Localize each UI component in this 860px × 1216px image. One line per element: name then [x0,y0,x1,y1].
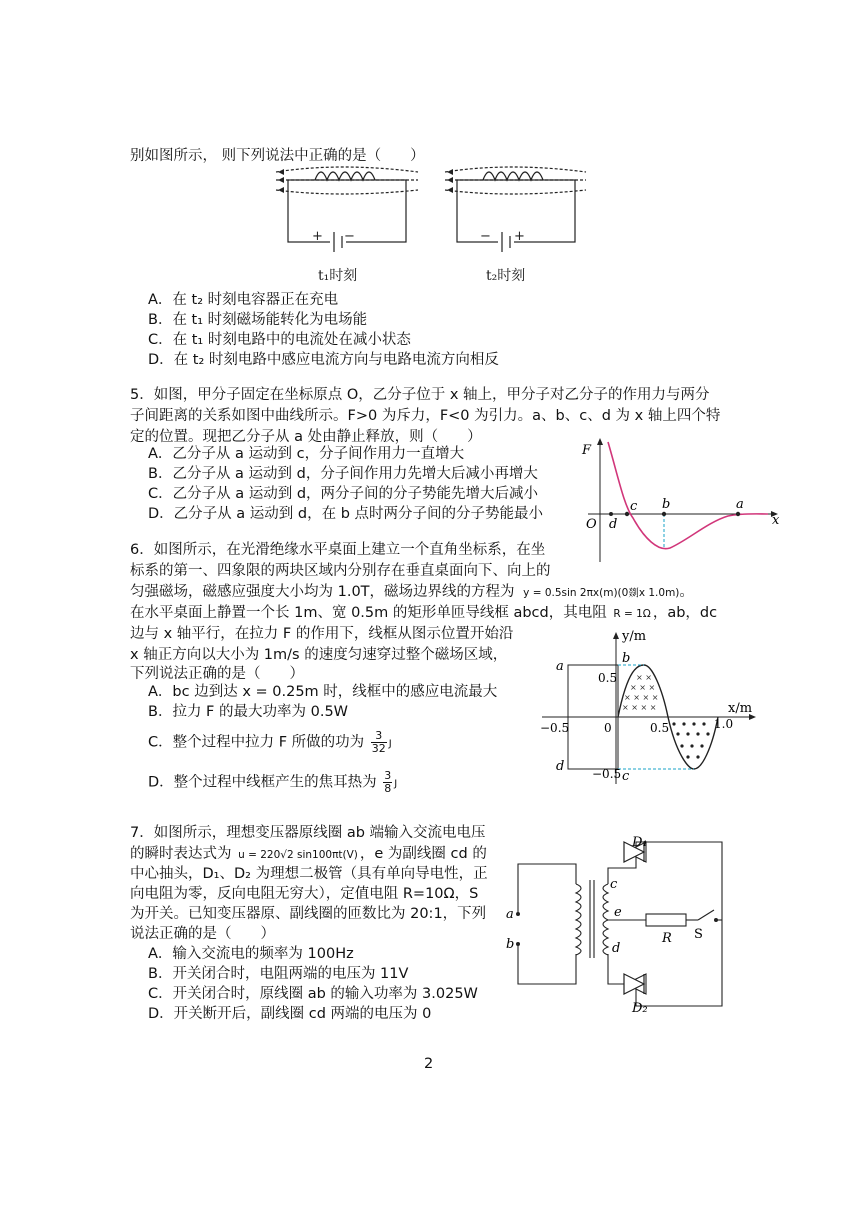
q5-force-graph [578,436,784,564]
svg-text:× × × ×: × × × × [622,703,657,712]
q6-option-c: C．整个过程中拉力 F 所做的功为 $\frac{3}{32}$ J [148,729,392,755]
q7-option-a: A．输入交流电的频率为 100Hz [148,946,354,962]
svg-text:× × ×: × × × [630,683,656,692]
q7-label-a: a [506,907,514,922]
q5-origin: O [586,517,597,532]
q5-label-b: b [662,497,671,512]
q7-label-R: R [662,931,672,946]
q5-axis-x: x [772,513,780,528]
q6-axis-x: x/m [728,701,753,716]
q4-option-d: D．在 t₂ 时刻电路中感应电流方向与电路电流方向相反 [148,352,499,368]
page-number: 2 [424,1056,434,1072]
svg-text:× ×: × × [636,673,652,682]
q7-label-c: c [610,877,618,892]
q6-line-6: x 轴正方向以大小为 1m/s 的速度匀速穿过整个磁场区域， [130,647,508,663]
svg-text:× × × ×: × × × × [624,693,659,702]
q7-line-3: 中心抽头，D₁、D₂ 为理想二极管（具有单向导电性，正 [130,866,488,882]
q6-tick-y-neg: −0.5 [592,767,622,781]
q4-minus-t1: − [344,229,355,244]
q7-option-b: B．开关闭合时，电阻两端的电压为 11V [148,966,409,982]
q5-label-c: c [630,499,638,514]
q4-minus-t2: − [480,229,491,244]
q5-label-d: d [609,517,618,532]
q6-label-d: d [556,759,565,774]
q7-label-D2: D₂ [632,1001,648,1016]
q6-option-d: D．整个过程中线框产生的焦耳热为 $\frac{3}{8}$ J [148,769,398,795]
q4-option-a: A．在 t₂ 时刻电容器正在充电 [148,292,339,308]
q4-plus-t2: + [514,229,525,244]
q6-line-4: 在水平桌面上静置一个长 1m、宽 0.5m 的矩形单匝导线框 abcd，其电阻 R = 1Ω ，ab，dc [130,605,718,621]
q4-plus-t1: + [312,229,323,244]
q6-resistance: R = 1Ω [613,608,651,620]
q6-line-7: 下列说法正确的是（ ） [130,666,304,682]
q6-magnetic-field-graph [532,628,760,788]
q4-label-t2: t₂时刻 [486,268,526,284]
q5-option-d: D．乙分子从 a 运动到 d，在 b 点时两分子间的分子势能最小 [148,506,544,522]
q5-line-1: 5．如图，甲分子固定在坐标原点 O，乙分子位于 x 轴上，甲分子对乙分子的作用力与两分 [130,387,710,403]
q7-option-d: D．开关断开后，副线圈 cd 两端的电压为 0 [148,1006,432,1022]
q7-label-b: b [506,937,515,952]
q6-tick-x-10: 1.0 [714,717,734,731]
q5-option-c: C．乙分子从 a 运动到 d，两分子间的分子势能先增大后减小 [148,486,539,502]
q5-line-2: 子间距离的关系如图中曲线所示。F>0 为斥力，F<0 为引力。a、b、c、d 为 x 轴上四个特 [130,408,721,424]
q7-label-D1: D₁ [632,835,648,850]
q7-line-2: 的瞬时表达式为 u = 220√2 sin100πt(V) ，e 为副线圈 cd 的 [130,846,487,862]
q6-tick-x-05: 0.5 [650,721,670,735]
q6-tick-x-neg: −0.5 [540,721,570,735]
q6-option-a: A．bc 边到达 x = 0.25m 时，线框中的感应电流最大 [148,684,498,700]
q7-label-S: S [694,927,703,942]
q7-transformer-circuit [504,834,734,1016]
q5-label-a: a [736,497,744,512]
q7-option-c: C．开关闭合时，原线圈 ab 的输入功率为 3.025W [148,986,478,1002]
q6-axis-y: y/m [622,629,647,644]
q5-option-a: A．乙分子从 a 运动到 c，分子间作用力一直增大 [148,446,465,462]
q6-tick-y-pos: 0.5 [598,671,618,685]
q4-option-b: B．在 t₁ 时刻磁场能转化为电场能 [148,312,368,328]
q5-axis-F: F [582,443,592,458]
q7-voltage-expression: u = 220√2 sin100πt(V) [238,849,358,861]
q5-option-b: B．乙分子从 a 运动到 d，分子间作用力先增大后减小再增大 [148,466,538,482]
q4-option-c: C．在 t₁ 时刻电路中的电流处在减小状态 [148,332,411,348]
q4-figure [270,158,590,290]
q6-label-b: b [622,651,631,666]
q7-line-1: 7．如图所示，理想变压器原线圈 ab 端输入交流电电压 [130,825,486,841]
q7-label-e: e [614,905,622,920]
q7-line-6: 说法正确的是（ ） [130,926,275,942]
q6-tick-zero: 0 [604,721,612,735]
q4-intro: 别如图所示， 则下列说法中正确的是（ ） [130,148,425,164]
q7-line-5: 为开关。已知变压器原、副线圈的匝数比为 20:1，下列 [130,906,487,922]
q6-label-a: a [556,659,564,674]
q4-label-t1: t₁时刻 [318,268,358,284]
q5-line-3: 定的位置。现把乙分子从 a 处由静止释放，则（ ） [130,429,482,445]
q6-line-3: 匀强磁场，磁感应强度大小均为 1.0T，磁场边界线的方程为 y = 0.5sin 2πx(m)(0剟x 1.0m)。 [130,584,694,600]
q6-line-2: 标系的第一、四象限的两块区域内分别存在垂直桌面向下、向上的 [130,563,551,579]
q6-line-1: 6．如图所示，在光滑绝缘水平桌面上建立一个直角坐标系，在坐 [130,542,546,558]
q6-option-b: B．拉力 F 的最大功率为 0.5W [148,704,349,720]
q6-boundary-equation: y = 0.5sin 2πx(m)(0剟x 1.0m) [523,587,680,599]
q6-line-5: 边与 x 轴平行，在拉力 F 的作用下，线框从图示位置开始沿 [130,626,514,642]
q7-line-4: 向电阻为零，反向电阻无穷大），定值电阻 R=10Ω，S [130,886,479,902]
q6-label-c: c [622,769,630,784]
q7-label-d: d [612,941,621,956]
